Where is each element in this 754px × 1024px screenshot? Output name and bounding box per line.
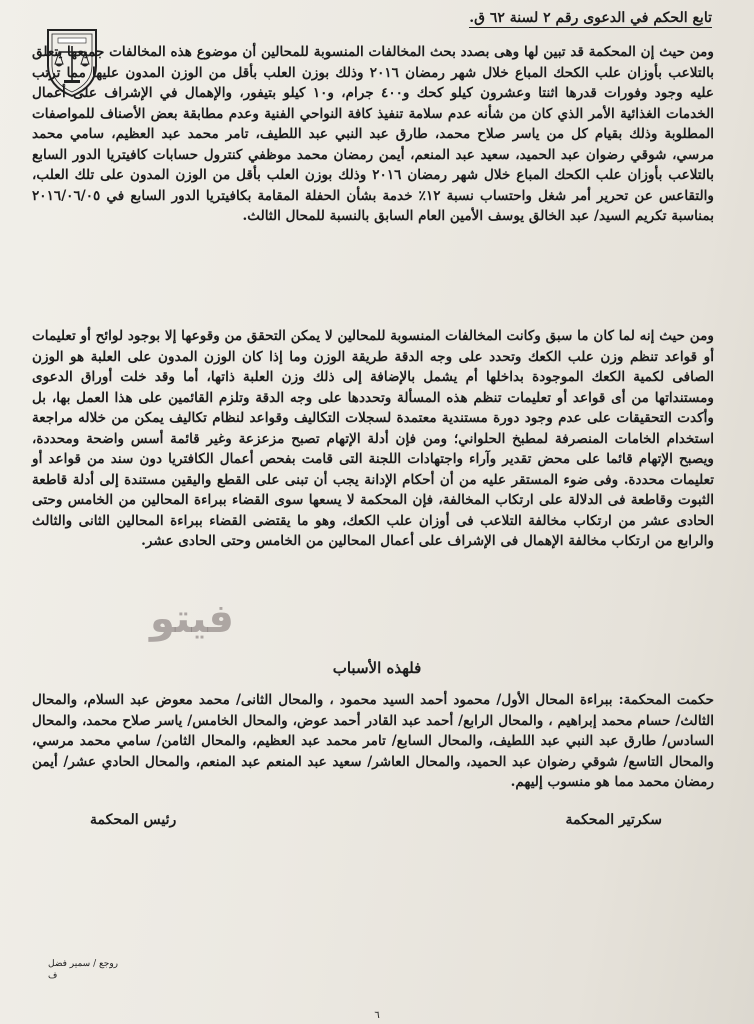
paragraph-verdict [32, 690, 714, 793]
review-note [48, 958, 118, 982]
paragraph-reasoning-text: ومن حيث إنه لما كان ما سبق وكانت المخالفات المنسوبة للمحالين لا يمكن التحقق من وقوعها إلا بوجود لوائح أو تعليمات أو قواعد تنظم وزن علب الكعك وتحدد على وجه الدقة طريقة الوزن وما إذا كان الوزن المدون على العلبة هو الوزن الصافى لكمية الكعك الموجودة بداخلها أم يشمل بالإضافة إلى ذلك وزن العلبة ذاتها، أما وقد خلت أوراق الدعوى ومستنداتها من أى قواعد أو تعليمات تنظم هذه المسألة وتحددها على وجه الدقة وتلزم القائمين على هذا العمل بها، بل وأكدت التحقيقات على عدم وجود دورة مستندية معتمدة لسجلات التكاليف وقواعد لنظام تكاليف يمكن من خلاله مراجعة استخدام الخامات المنصرفة لمطبخ الحلواني؛ ومن فإن أدلة الإتهام تصبح مزعزعة وغير قائمة أسس واضحة ومحددة، ويصبح الإتهام قائما على محض تقدير وآراء واجتهادات اللجنة التى قامت بفحص أعمال الكافتريا دون سند من قواعد أو تعليمات محددة. وفى ضوء المستقر عليه من أن أحكام الإدانة يجب أن تبنى على القطع واليقين مستندة إلى أدلة قاطعة الثبوت وقاطعة فى الدلالة على ارتكاب المخالفة، فإن المحكمة لا يسعها سوى القضاء ببراءة المحالين من الخامس وحتى الحادى عشر من ارتكاب مخالفة التلاعب فى أوزان علب الكعك، وهو ما يقتضى القضاء ببراءة المحالين الثانى والثالث والرابع من ارتكاب مخالفة الإهمال فى الإشراف على أعمال المحالين من الخامس وحتى الحادى عشر. [32, 328, 714, 549]
paragraph-violations [32, 42, 714, 227]
review-note-line2: ف [48, 971, 58, 981]
paragraph-reasoning [32, 326, 714, 552]
watermark-logo: فيتو [150, 596, 234, 642]
review-note-line1: روجع / سمير فضل [48, 959, 119, 969]
signature-block [0, 812, 754, 836]
paragraph-violations-text: ومن حيث إن المحكمة قد تبين لها وهى بصدد بحث المخالفات المنسوبة للمحالين أن موضوع هذه المخالفات جميعها يتعلق بالتلاعب بأوزان علب الكحك المباع خلال شهر رمضان ٢٠١٦ وذلك بوزن العلب بأقل من الوزن المدون عليها مما ترتب عليه وجود وفورات قدرها اثنتا وعشرون كيلو كحك و٤٠٠ جرام، و١٠ كيلو بتيفور، والإهمال في الإشراف على أعمال الخدمات الغذائية الأمر الذي كان من شأنه عدم سلامة تنفيذ كافة النواحي الفنية وعدم مطابقة بعض الأصناف للمواصفات المطلوبة وذلك بقيام كل من ياسر صلاح محمد، طارق عبد النبي عبد اللطيف، تامر محمد عبد العظيم، سامي محمد مرسي، شوقي رضوان عبد الحميد، سعيد عبد المنعم، أيمن رمضان محمد موظفي كنترول حسابات كافيتريا الدور السابع بالتلاعب بأوزان علب الكحك المباع خلال شهر رمضان ٢٠١٦ وذلك بوزن العلب بأقل من الوزن المدون على تلك العلب، والتقاعس عن تحرير أمر شغل واحتساب نسبة ١٢٪ خدمة بشأن الحفلة المقامة بكافيتريا الدور السابع في ٢٠١٦/٠٦/٠٥ بمناسبة تكريم السيد/ عبد الخالق يوسف الأمين العام السابق بالنسبة للمحال الثالث. [32, 44, 714, 224]
signature-president: رئيس المحكمة [90, 812, 177, 828]
paragraph-verdict-text: حكمت المحكمة: ببراءة المحال الأول/ محمود أحمد السيد محمود ، والمحال الثانى/ محمد معوض عبد السلام، والمحال الثالث/ حسام محمد إبراهيم ، والمحال الرابع/ أحمد عبد القادر أحمد عوض، والمحال الخامس/ ياسر صلاح محمد، والمحال السادس/ طارق عبد النبي عبد اللطيف، والمحال السابع/ تامر محمد عبد العظيم، والمحال الثامن/ سامي محمد مرسي، والمحال التاسع/ شوقي رضوان عبد الحميد، والمحال العاشر/ سعيد عبد المنعم عبد المنعم، والمحال الحادي عشر/ أيمن رمضان محمد مما هو منسوب إليهم. [32, 692, 714, 790]
page-number: ٦ [374, 1010, 380, 1021]
signature-secretary: سكرتير المحكمة [565, 812, 662, 828]
page-header: تابع الحكم في الدعوى رقم ٢ لسنة ٦٢ ق. [469, 10, 712, 26]
section-title: فلهذه الأسباب [332, 659, 422, 677]
